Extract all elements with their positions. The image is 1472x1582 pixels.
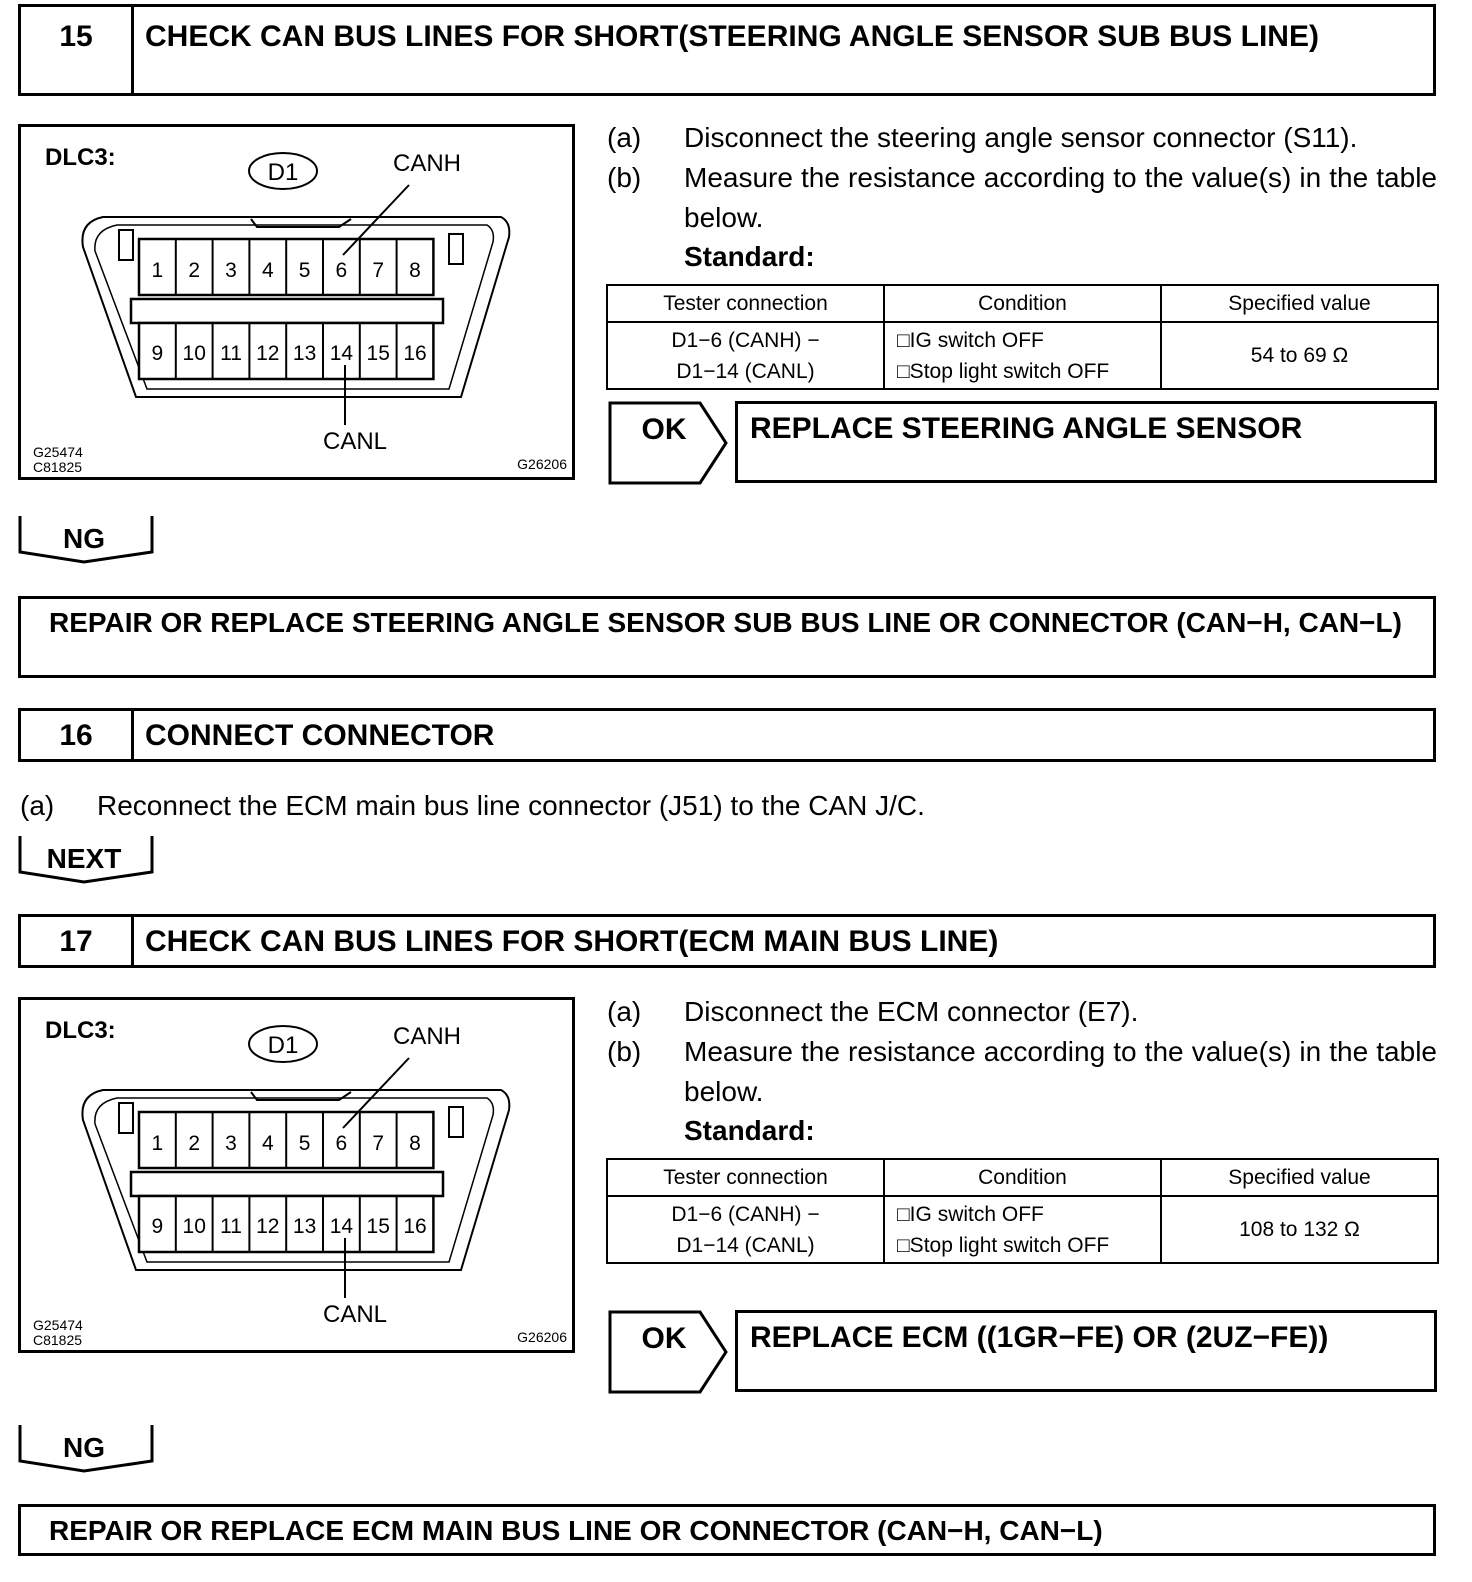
- step-number: 16: [21, 711, 134, 759]
- pin-label: 7: [372, 259, 385, 282]
- canh-label: CANH: [392, 150, 462, 177]
- spec-table: [606, 1158, 1439, 1264]
- standard-label: Standard:: [684, 241, 815, 272]
- step-15-header: [18, 4, 1436, 96]
- figure-code: G25474: [33, 1317, 83, 1333]
- figure-code: G25474: [33, 444, 83, 460]
- instruction-a: (a) Disconnect the steering angle sensor connector (S11).: [607, 122, 1358, 153]
- dlc3-label: DLC3:: [45, 144, 116, 171]
- header-specified-value: Specified value: [1161, 285, 1438, 322]
- pin-label: 2: [188, 259, 201, 282]
- figure-code: G26206: [517, 456, 567, 472]
- pin-label: 11: [220, 1215, 242, 1238]
- pin-label: 4: [261, 1132, 274, 1155]
- ng-arrow-label: [18, 1423, 154, 1475]
- step-17-header: [18, 914, 1436, 968]
- pin-label: 11: [220, 342, 242, 365]
- standard-label: Standard:: [684, 1115, 815, 1146]
- pin-label: 12: [256, 342, 280, 365]
- condition-cell: □IG switch OFF □Stop light switch OFF: [884, 322, 1161, 389]
- svg-text:NG: NG: [63, 1432, 105, 1463]
- pin-label: 14: [329, 342, 354, 365]
- step-title: CONNECT CONNECTOR: [145, 719, 495, 752]
- pin-label: 16: [403, 1215, 427, 1238]
- instruction-b: (b) Measure the resistance according to the value(s) in the table below.: [607, 1036, 1437, 1107]
- pin-label: 5: [298, 259, 311, 282]
- instruction-b: (b) Measure the resistance according to the value(s) in the table below.: [607, 162, 1437, 233]
- step-number: 17: [21, 917, 134, 965]
- dlc3-connector-diagram: [21, 127, 572, 477]
- instruction-a: (a) Disconnect the ECM connector (E7).: [607, 996, 1139, 1027]
- pin-label: 2: [188, 1132, 201, 1155]
- pin-label: 6: [335, 259, 348, 282]
- header-condition: Condition: [884, 1159, 1161, 1196]
- specified-value-cell: 108 to 132 Ω: [1161, 1196, 1438, 1263]
- tester-connection-cell: D1−6 (CANH) − D1−14 (CANL): [607, 1196, 884, 1263]
- header-tester-connection: Tester connection: [607, 285, 884, 322]
- connector-code: D1: [267, 1032, 299, 1059]
- canl-label: CANL: [322, 428, 388, 455]
- svg-text:OK: OK: [641, 1322, 687, 1355]
- next-arrow-label: [18, 834, 154, 886]
- step-16-header: [18, 708, 1436, 762]
- canl-label: CANL: [322, 1301, 388, 1328]
- spec-table: [606, 284, 1439, 390]
- ng-result-box: REPAIR OR REPLACE STEERING ANGLE SENSOR SUB BUS LINE OR CONNECTOR (CAN−H, CAN−L): [18, 596, 1436, 678]
- pin-label: 10: [182, 342, 206, 365]
- figure-code: G26206: [517, 1329, 567, 1345]
- pin-label: 15: [366, 1215, 390, 1238]
- condition-cell: □IG switch OFF □Stop light switch OFF: [884, 1196, 1161, 1263]
- pin-label: 12: [256, 1215, 280, 1238]
- dlc3-connector-diagram: [21, 1000, 572, 1350]
- header-condition: Condition: [884, 285, 1161, 322]
- canh-label: CANH: [392, 1023, 462, 1050]
- pin-label: 15: [366, 342, 390, 365]
- tester-connection-cell: D1−6 (CANH) − D1−14 (CANL): [607, 322, 884, 389]
- dlc3-figure: [18, 997, 575, 1353]
- figure-code: C81825: [33, 459, 83, 475]
- pin-label: 9: [151, 1215, 164, 1238]
- ng-arrow-label: [18, 514, 154, 566]
- step-title: CHECK CAN BUS LINES FOR SHORT(ECM MAIN BUS LINE): [145, 925, 999, 958]
- pin-label: 8: [409, 1132, 421, 1155]
- pin-label: 1: [151, 259, 164, 282]
- header-tester-connection: Tester connection: [607, 1159, 884, 1196]
- header-specified-value: Specified value: [1161, 1159, 1438, 1196]
- pin-label: 1: [151, 1132, 164, 1155]
- specified-value-cell: 54 to 69 Ω: [1161, 322, 1438, 389]
- step-title: CHECK CAN BUS LINES FOR SHORT(STEERING ANGLE SENSOR SUB BUS LINE): [145, 20, 1319, 53]
- pin-label: 13: [292, 1215, 317, 1238]
- pin-label: 6: [335, 1132, 348, 1155]
- dlc3-label: DLC3:: [45, 1017, 116, 1044]
- figure-code: C81825: [33, 1332, 83, 1348]
- pin-label: 7: [372, 1132, 385, 1155]
- pin-label: 13: [292, 342, 317, 365]
- svg-text:NEXT: NEXT: [46, 843, 122, 874]
- pin-label: 3: [225, 1132, 237, 1155]
- dlc3-figure: [18, 124, 575, 480]
- ng-result-box: REPAIR OR REPLACE ECM MAIN BUS LINE OR CONNECTOR (CAN−H, CAN−L): [18, 1504, 1436, 1556]
- pin-label: 14: [329, 1215, 354, 1238]
- pin-label: 16: [403, 342, 427, 365]
- connector-code: D1: [267, 159, 299, 186]
- ok-result-box: REPLACE ECM ((1GR−FE) OR (2UZ−FE)): [735, 1310, 1437, 1392]
- svg-text:OK: OK: [641, 413, 687, 446]
- pin-label: 10: [182, 1215, 206, 1238]
- pin-label: 4: [261, 259, 274, 282]
- instruction-a: (a) Reconnect the ECM main bus line connector (J51) to the CAN J/C.: [20, 790, 925, 821]
- svg-text:NG: NG: [63, 523, 105, 554]
- pin-label: 3: [225, 259, 237, 282]
- ok-arrow-label: [608, 401, 730, 485]
- pin-label: 8: [409, 259, 421, 282]
- ok-arrow-label: [608, 1310, 730, 1394]
- ok-result-box: REPLACE STEERING ANGLE SENSOR: [735, 401, 1437, 483]
- pin-label: 5: [298, 1132, 311, 1155]
- pin-label: 9: [151, 342, 164, 365]
- step-number: 15: [21, 7, 134, 93]
